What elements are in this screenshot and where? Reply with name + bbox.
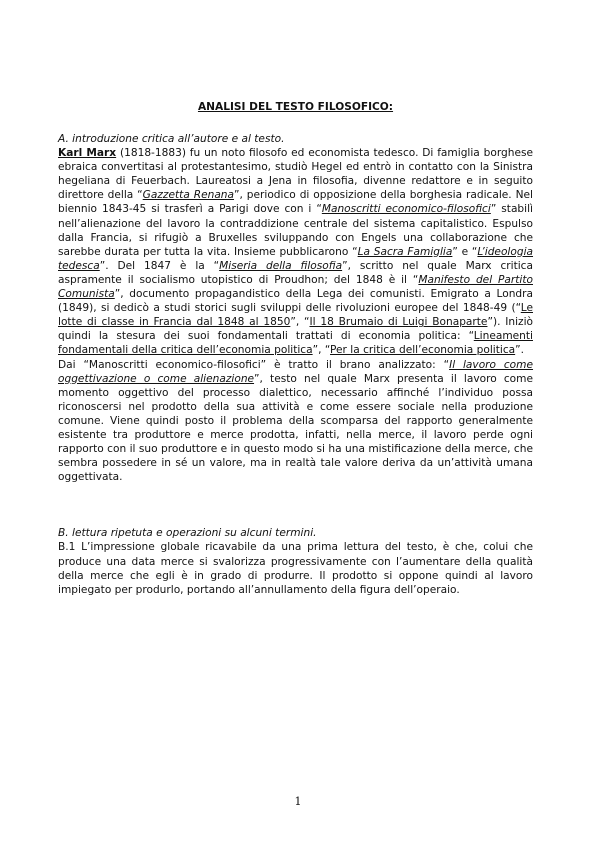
page-number: 1 (294, 795, 302, 808)
text-run: Manoscritti economico-filosofici (321, 203, 491, 216)
text-run: Per la critica dell’economia politica (330, 344, 516, 357)
text-run: Gazzetta Renana (142, 189, 235, 202)
text-run: ” stabilì nell’alienazione del lavoro la contraddizione centrale del sistema capitalistico. Espulso dalla Francia, si rifugiò a Bruxelles sviluppando con Engels una collaborazione che sarebbe durata per tutta la vita. Insieme pubblicarono “ (58, 203, 533, 258)
text-run: ”). Iniziò quindi la stesura dei suoi fondamentali trattati di economia politica: “ (58, 316, 533, 343)
section-a-paragraph-2 (58, 358, 533, 485)
text-run: ”, “ (290, 316, 310, 329)
text-run: Dai “Manoscritti economico-filosofici” è tratto il brano analizzato: “ (58, 358, 450, 371)
text-run: ”. Del 1847 è la “ (99, 259, 220, 272)
text-run: Karl Marx (58, 147, 117, 160)
section-b-paragraph-1 (58, 540, 533, 596)
text-run: ” e “ (452, 245, 478, 258)
text-run: Lineamenti fondamentali della critica dell’economia politica (58, 330, 533, 357)
section-a-paragraph-1 (58, 146, 533, 357)
text-run: B.1 L’impressione globale ricavabile da una prima lettura del testo, è che, colui che produce una data merce si svalorizza progressivamente con l’aumentare della qualità della merce che egli è in grado di produrre. Il prodotto si oppone quindi al lavoro impiegato per produrlo, portando all’annullamento della figura dell’operaio. (58, 541, 533, 596)
section-b-heading: B. lettura ripetuta e operazioni su alcuni termini. (58, 527, 317, 540)
section-a-heading: A. introduzione critica all’autore e al testo. (58, 133, 285, 145)
text-run: (1818-1883) fu un noto filosofo ed economista tedesco. Di famiglia borghese ebraica convertitasi al protestantesimo, studiò Hegel ed entrò in contatto con la Sinistra hegeliana di Feuerbach. Laureatosi a Jena in filosofia, divenne redattore e in seguito direttore della “ (58, 147, 533, 202)
text-run: Manifesto del Partito Comunista (58, 273, 533, 301)
document-title: ANALISI DEL TESTO FILOSOFICO: (197, 101, 394, 113)
document-page (58, 100, 533, 597)
text-run: ”, “ (312, 344, 331, 357)
text-run: Il lavoro come oggettivazione o come alienazione (58, 358, 534, 385)
text-run: ”, periodico di opposizione della borghesia radicale. Nel biennio 1843-45 si trasferì a Parigi dove con i “ (58, 189, 533, 216)
text-run: Il 18 Brumaio di Luigi Bonaparte (309, 316, 488, 329)
text-run: L’ideologia tedesca (58, 245, 534, 272)
text-run: Miseria della filosofia (219, 259, 343, 272)
text-run: La Sacra Famiglia (357, 245, 453, 258)
text-run: ”, documento propagandistico della Lega dei comunisti. Emigrato a Londra (1849), si dedicò a studi storici sugli sviluppi delle rivoluzioni europee del 1848-49 (“ (58, 288, 533, 315)
text-run: ”, testo nel quale Marx presenta il lavoro come momento oggettivo del processo dialettico, necessario affinché l’individuo possa riconoscersi nel prodotto della sua attività e come essere sociale nella produzione comune. Viene quindi posto il problema della scomparsa del rapporto generalmente esistente tra produttore e merce prodotta, infatti, nella merce, il lavoro perde ogni rapporto con il suo produttore e in questo modo si ha una mistificazione della merce, che sembra possedere in sé un valore, ma in realtà tale valore deriva da un’attività umana oggettivata. (58, 372, 533, 484)
text-run: Le lotte di classe in Francia dal 1848 al 1850 (58, 302, 533, 329)
text-run: ”. (515, 344, 524, 357)
section-gap (58, 484, 533, 526)
text-run: ”, scritto nel quale Marx critica aspramente il socialismo utopistico di Proudhon; del 1848 è il “ (58, 259, 533, 286)
